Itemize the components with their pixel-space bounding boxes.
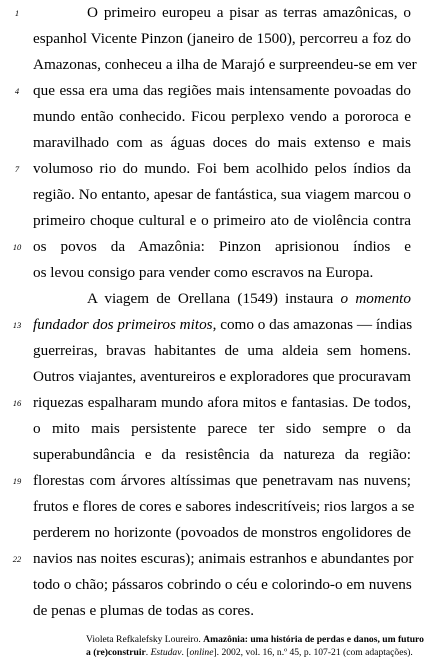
- text-segment: região. No entanto, apesar de fantástica, sua viagem marcou o: [33, 186, 411, 203]
- text-segment: volumoso rio do mundo. Foi bem acolhido pelos índios da: [33, 160, 411, 177]
- text-line: [87, 286, 411, 312]
- source-segment: Amazônia: uma história de perdas e danos, um futuro: [203, 634, 424, 645]
- text-line: [33, 52, 417, 78]
- text-segment: que essa era uma das regiões mais intensamente povoadas do: [33, 82, 411, 99]
- text-line: [33, 572, 411, 598]
- text-line: [33, 546, 414, 572]
- text-line: [33, 312, 411, 338]
- text-segment: mundo então conhecido. Ficou perplexo vendo a pororoca e: [33, 108, 411, 125]
- text-segment: o mito mais persistente parece ter sido sempre o da: [33, 420, 411, 437]
- text-line: [33, 130, 411, 156]
- text-line: [33, 442, 411, 468]
- text-segment: A viagem de Orellana (1549) instaura: [87, 290, 341, 307]
- text-line: [87, 0, 411, 26]
- text-line: [33, 26, 411, 52]
- line-number: 16: [12, 398, 22, 408]
- source-segment: . [: [181, 647, 190, 658]
- source-segment: online: [189, 647, 214, 658]
- source-line: [86, 633, 424, 646]
- text-line: [33, 338, 411, 364]
- text-segment: os povos da Amazônia: Pinzon aprisionou índios e: [33, 238, 411, 255]
- line-number: 22: [12, 554, 22, 564]
- line-number: 4: [14, 86, 20, 96]
- text-segment: de penas e plumas de todas as cores.: [33, 602, 254, 619]
- text-segment: maravilhado com as águas doces do mais extenso e mais: [33, 134, 411, 151]
- text-line: [33, 104, 411, 130]
- text-segment: navios nas noites escuras); animais estranhos e abundantes por: [33, 550, 414, 567]
- text-segment: O primeiro europeu a pisar as terras amazônicas, o: [87, 4, 411, 21]
- text-line: [33, 468, 411, 494]
- text-line: [33, 78, 411, 104]
- text-line: [33, 494, 415, 520]
- text-line: [33, 260, 411, 286]
- text-segment: fundador dos primeiros mitos: [33, 316, 213, 333]
- text-line: [33, 416, 411, 442]
- text-segment: riquezas espalharam mundo afora mitos e fantasias. De todos,: [33, 394, 411, 411]
- line-number: 19: [12, 476, 22, 486]
- text-line: [33, 156, 411, 182]
- text-segment: espanhol Vicente Pinzon (janeiro de 1500), percorreu a foz do: [33, 30, 411, 47]
- text-line: [33, 208, 411, 234]
- line-number: 13: [12, 320, 22, 330]
- text-segment: superabundância e da resistência da natureza da região:: [33, 446, 411, 463]
- source-segment: Estudav: [150, 647, 182, 658]
- text-line: [33, 598, 411, 624]
- text-line: [33, 234, 411, 260]
- text-segment: florestas com árvores altíssimas que penetravam nas nuvens;: [33, 472, 411, 489]
- line-number: 10: [12, 242, 22, 252]
- text-segment: o momento: [340, 290, 411, 307]
- text-segment: , como o das amazonas — índias: [212, 316, 413, 333]
- source-segment: a (re)construir: [86, 647, 146, 658]
- text-segment: Outros viajantes, aventureiros e exploradores que procuravam: [33, 368, 411, 385]
- text-segment: Amazonas, conheceu a ilha de Marajó e surpreendeu-se em ver: [33, 56, 417, 73]
- source-segment: Violeta Refkalefsky Loureiro.: [86, 634, 204, 645]
- text-segment: frutos e flores de cores e sabores indescritíveis; rios largos a se: [33, 498, 415, 515]
- source-line: [86, 646, 414, 659]
- source-segment: .: [145, 647, 151, 658]
- text-segment: todo o chão; pássaros cobrindo o céu e colorindo-o em nuvens: [33, 576, 412, 593]
- line-number: 1: [14, 8, 20, 18]
- text-segment: guerreiras, bravas habitantes de uma aldeia sem homens.: [33, 342, 411, 359]
- line-number: 7: [14, 164, 20, 174]
- source-segment: ]. 2002, vol. 16, n.º 45, p. 107-21 (com adaptações).: [213, 647, 413, 658]
- text-segment: os levou consigo para vender como escravos na Europa.: [33, 264, 374, 281]
- text-line: [33, 364, 411, 390]
- text-line: [33, 390, 411, 416]
- text-line: [33, 520, 411, 546]
- text-segment: primeiro choque cultural e o primeiro ato de violência contra: [33, 212, 411, 229]
- text-line: [33, 182, 411, 208]
- text-segment: perderem no horizonte (povoados de monstros engolidores de: [33, 524, 411, 541]
